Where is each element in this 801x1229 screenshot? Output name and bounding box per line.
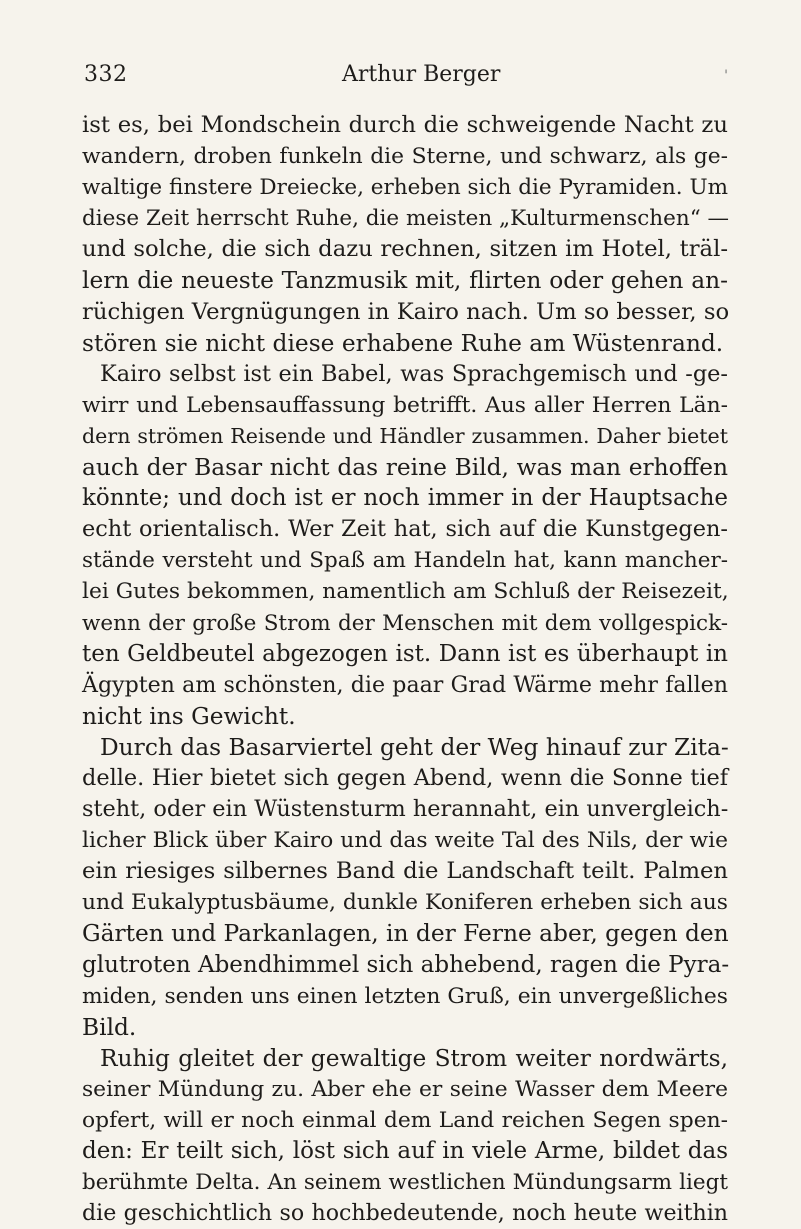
text-line: dern strömen Reisende und Händler zusammen. Daher bietet bbox=[82, 423, 728, 448]
text-line: glutroten Abendhimmel sich abhebend, ragen die Pyra- bbox=[82, 951, 730, 978]
text-line: opfert, will er noch einmal dem Land reichen Segen spen- bbox=[82, 1108, 728, 1133]
text-line: wenn der große Strom der Menschen mit dem vollgespick- bbox=[82, 610, 728, 636]
running-title: Arthur Berger bbox=[342, 62, 501, 87]
text-line: berühmte Delta. An seinem westlichen Mündungsarm liegt bbox=[82, 1170, 728, 1196]
text-line: und Eukalyptusbäume, dunkle Koniferen erheben sich aus bbox=[82, 890, 728, 916]
text-line: ein riesiges silbernes Band die Landschaft teilt. Palmen bbox=[82, 858, 728, 885]
text-line: Kairo selbst ist ein Babel, was Sprachgemisch und -ge- bbox=[100, 360, 728, 387]
text-line: echt orientalisch. Wer Zeit hat, sich auf die Kunstgegen- bbox=[82, 516, 728, 543]
text-line: Bild. bbox=[82, 1013, 137, 1041]
text-line: könnte; und doch ist er noch immer in der Hauptsache bbox=[82, 485, 728, 512]
page-number: 332 bbox=[84, 62, 128, 87]
text-line: Ruhig gleitet der gewaltige Strom weiter nordwärts, bbox=[100, 1044, 728, 1072]
text-line: delle. Hier bietet sich gegen Abend, wenn die Sonne tief bbox=[82, 764, 728, 791]
text-line: die geschichtlich so hochbedeutende, noch heute weithin bbox=[82, 1200, 728, 1227]
text-line: auch der Basar nicht das reine Bild, was man erhoffen bbox=[82, 454, 728, 482]
text-line: wirr und Lebensauffassung betrifft. Aus aller Herren Län- bbox=[82, 392, 728, 418]
text-line: Durch das Basarviertel geht der Weg hinauf zur Zita- bbox=[100, 733, 729, 761]
text-line: Ägypten am schönsten, die paar Grad Wärme mehr fallen bbox=[82, 671, 728, 698]
text-line: miden, senden uns einen letzten Gruß, ein unvergeßliches bbox=[82, 983, 728, 1009]
text-line: nicht ins Gewicht. bbox=[82, 702, 296, 730]
text-line: und solche, die sich dazu rechnen, sitzen im Hotel, träl- bbox=[82, 236, 728, 263]
text-line: stände versteht und Spaß am Handeln hat, kann mancher- bbox=[82, 548, 728, 574]
text-line: diese Zeit herrscht Ruhe, die meisten „Kulturmenschen“ — bbox=[82, 206, 730, 232]
corner-mark: ' bbox=[724, 68, 728, 84]
text-line: ten Geldbeutel abgezogen ist. Dann ist es überhaupt in bbox=[82, 640, 728, 667]
text-line: stören sie nicht diese erhabene Ruhe am Wüstenrand. bbox=[82, 329, 724, 357]
text-line: wandern, droben funkeln die Sterne, und schwarz, als ge- bbox=[82, 144, 728, 170]
text-line: licher Blick über Kairo und das weite Tal des Nils, der wie bbox=[82, 828, 728, 854]
text-line: rüchigen Vergnügungen in Kairo nach. Um so besser, so bbox=[82, 298, 730, 325]
text-line: Gärten und Parkanlagen, in der Ferne aber, gegen den bbox=[82, 920, 729, 948]
text-line: seiner Mündung zu. Aber ehe er seine Wasser dem Meere bbox=[82, 1076, 728, 1102]
page-header bbox=[84, 62, 728, 96]
text-line: lei Gutes bekommen, namentlich am Schluß der Reisezeit, bbox=[82, 579, 729, 605]
text-line: steht, oder ein Wüstensturm herannaht, ein unvergleich- bbox=[82, 796, 729, 823]
text-line: ist es, bei Mondschein durch die schweigende Nacht zu bbox=[82, 112, 728, 138]
body-text bbox=[82, 110, 728, 1229]
text-line: den: Er teilt sich, löst sich auf in viele Arme, bildet das bbox=[82, 1138, 728, 1165]
text-line: lern die neueste Tanzmusik mit, flirten oder gehen an- bbox=[82, 267, 728, 295]
text-line: waltige finstere Dreiecke, erheben sich die Pyramiden. Um bbox=[82, 175, 728, 201]
